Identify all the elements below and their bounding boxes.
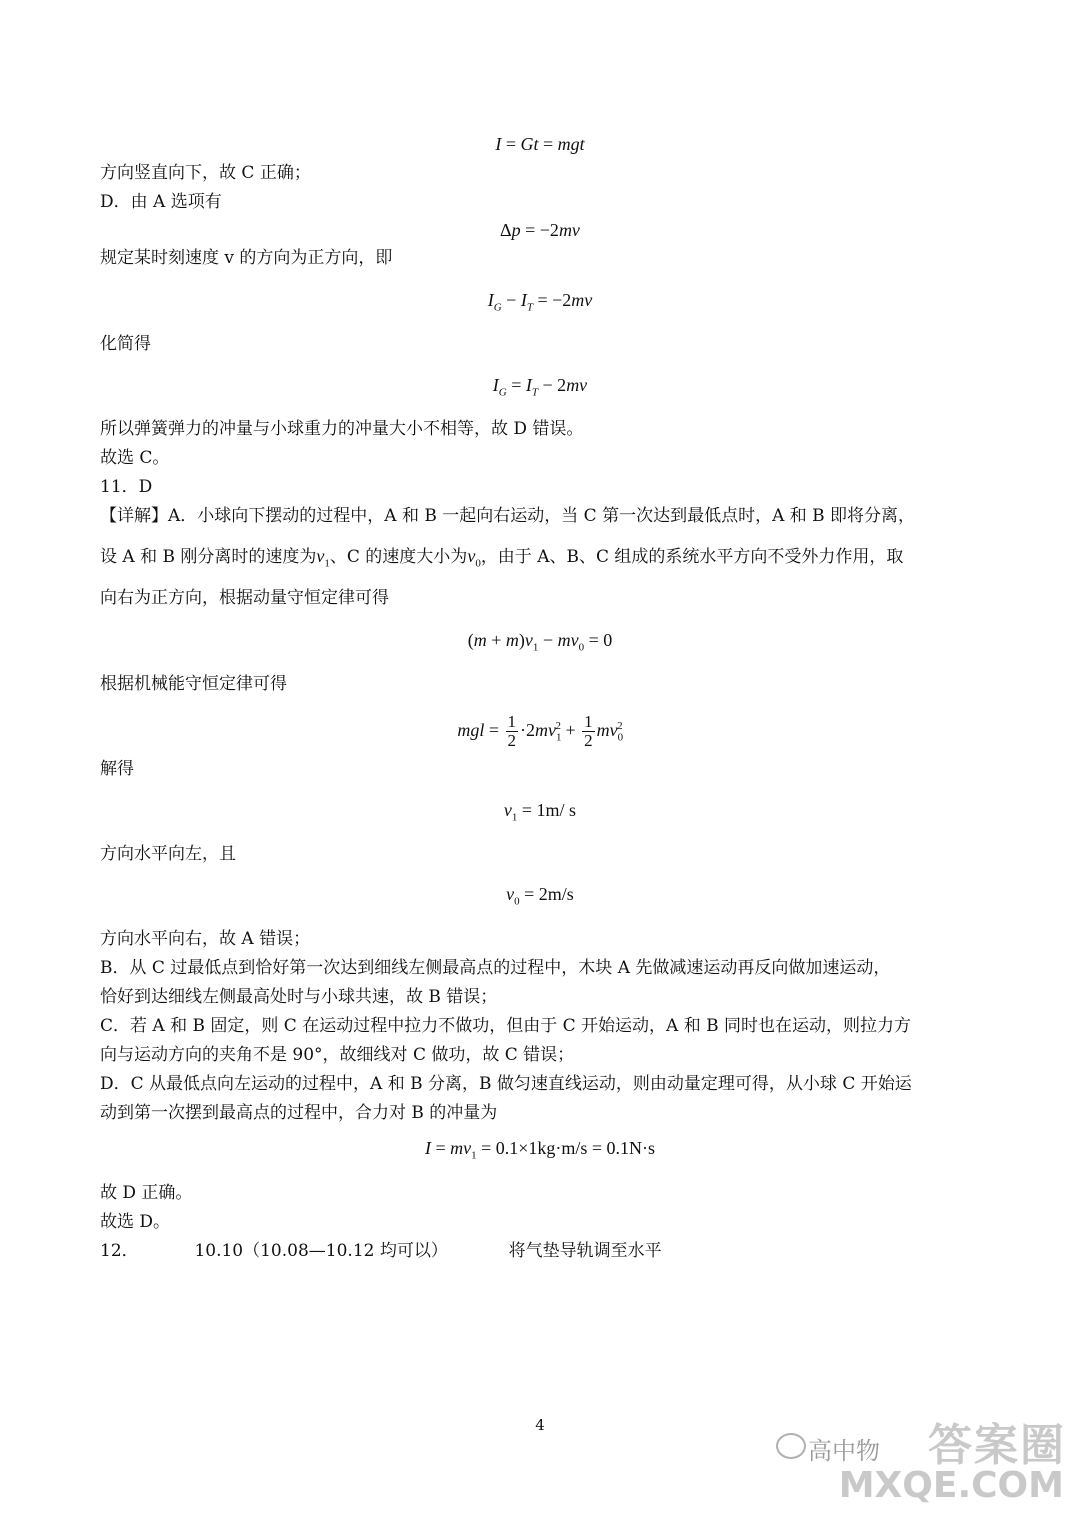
paragraph: 故选 D。	[100, 1212, 171, 1232]
question-number: 11．D	[100, 477, 153, 497]
paragraph: 根据机械能守恒定律可得	[100, 674, 287, 694]
paragraph: 故 D 正确。	[100, 1183, 193, 1203]
paragraph: D．由 A 选项有	[100, 192, 222, 212]
paragraph: 方向水平向左，且	[100, 844, 236, 864]
paragraph: 恰好到达细线左侧最高处时与小球共速，故 B 错误；	[100, 987, 498, 1007]
paragraph: 方向水平向右，故 A 错误；	[100, 929, 311, 949]
paragraph: B．从 C 过最低点到恰好第一次达到细线左侧最高点的过程中，木块 A 先做减速运动再反向做加速运动，	[100, 958, 891, 978]
text: 设 A 和 B 刚分离时的速度为	[100, 547, 317, 567]
paragraph: 规定某时刻速度 v 的方向为正方向，即	[100, 248, 393, 268]
paragraph: 解得	[100, 759, 134, 779]
paragraph: 方向竖直向下，故 C 正确；	[100, 163, 311, 183]
answer-row-12	[100, 1240, 662, 1262]
equation-v1: $v_1 = 1m/$ s	[503, 800, 577, 824]
paragraph: 故选 C。	[100, 448, 170, 468]
paragraph: 设 A 和 B 刚分离时的速度为$v_1$、C 的速度大小为$v_0$，由于 A、B、C 组成的系统水平方向不受外力作用，取	[100, 546, 904, 570]
equation-simplified: $I_G = I_T - 2mv$	[492, 375, 588, 399]
equation-impulse-difference: $I_G - I_T = -2mv$	[487, 290, 593, 314]
question-number: 12．	[100, 1241, 139, 1261]
paragraph: D．C 从最低点向左运动的过程中，A 和 B 分离，B 做匀速直线运动，则由动量定理可得，从小球 C 开始运	[100, 1074, 912, 1094]
paragraph: 动到第一次摆到最高点的过程中，合力对 B 的冲量为	[100, 1103, 498, 1123]
paragraph: 【详解】A．小球向下摆动的过程中，A 和 B 一起向右运动，当 C 第一次达到最低点时，A 和 B 即将分离，	[100, 506, 916, 526]
equation-v0: $v_0 = 2m/s$	[506, 884, 574, 908]
text: 、C 的速度大小为	[329, 547, 468, 567]
answer-blank-1: 10.10（10.08—10.12 均可以）	[194, 1241, 448, 1261]
answer-blank-2: 将气垫导轨调至水平	[508, 1241, 662, 1261]
paragraph: C．若 A 和 B 固定，则 C 在运动过程中拉力不做功，但由于 C 开始运动，A 和 B 同时也在运动，则拉力方	[100, 1016, 912, 1036]
paragraph: 向与运动方向的夹角不是 90°，故细线对 C 做功，故 C 错误；	[100, 1045, 575, 1065]
page-number: 4	[535, 1416, 545, 1434]
equation-momentum-conservation: $(m + m)v_1 - mv_0 = 0$	[467, 630, 613, 654]
equation-energy-conservation: mgl = $\frac{1}{2}$ $\cdot 2mv_1^2$ + $\frac{1}{2}$ $mv_0^2$	[457, 712, 624, 751]
wechat-icon	[776, 1433, 806, 1459]
watermark-logo: 答案圈	[928, 1420, 1066, 1471]
watermark-text: 高中物	[808, 1437, 880, 1465]
equation-momentum-change: Δp = −2mv	[500, 220, 580, 240]
paragraph: 所以弹簧弹力的冲量与小球重力的冲量大小不相等，故 D 错误。	[100, 419, 584, 439]
paragraph: 向右为正方向，根据动量守恒定律可得	[100, 588, 389, 608]
paragraph: 化简得	[100, 334, 151, 354]
watermark	[772, 1409, 1072, 1517]
text: ，由于 A、B、C 组成的系统水平方向不受外力作用，取	[480, 547, 904, 567]
equation-impulse-gravity: I = Gt = mgt	[495, 134, 585, 154]
watermark-site: MXQE.COM	[838, 1465, 1064, 1506]
equation-impulse-on-b: $I = mv_1 = 0.1\times 1kg\cdot m/s = 0.1N\cdot s$	[424, 1138, 656, 1162]
